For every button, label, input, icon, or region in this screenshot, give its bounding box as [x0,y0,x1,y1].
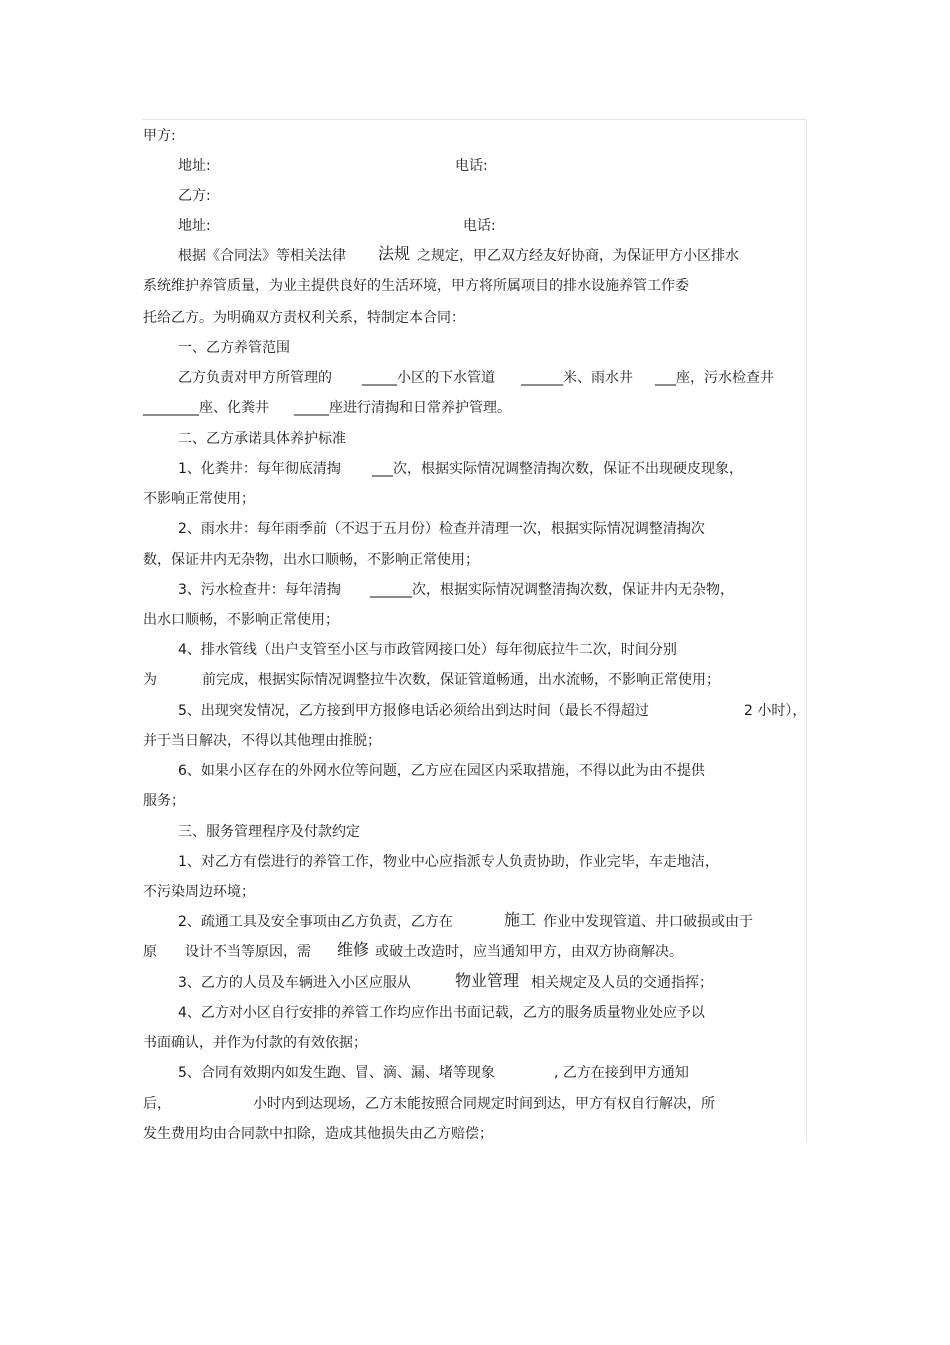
text-segment: ______米、雨水井 [521,370,633,386]
text-segment: 后， [143,1096,171,1112]
text-segment: 前完成，根据实际情况调整拉牛次数，保证管道畅通，出水流畅，不影响正常使用； [202,672,720,688]
text-segment: 1、化粪井：每年彻底清掏 [178,461,341,477]
text-segment: 之规定，甲乙双方经友好协商，为保证甲方小区排水 [417,248,739,264]
text-segment: 不影响正常使用； [143,491,255,507]
text-segment: 地址: [178,218,211,234]
text-segment: 4、乙方对小区自行安排的养管工作均应作出书面记载，乙方的服务质量物业处应予以 [178,1005,705,1021]
text-segment: ________座、化粪井 [143,400,269,416]
text-segment: 二、乙方承诺具体养护标准 [178,431,346,447]
text-segment: 并于当日解决，不得以其他理由推脱； [143,733,381,749]
text-segment: 1、对乙方有偿进行的养管工作，物业中心应指派专人负责协助，作业完毕，车走地洁， [178,854,719,870]
text-segment: ______次，根据实际情况调整清掏次数，保证井内无杂物， [370,582,734,598]
text-segment: 5、出现突发情况，乙方接到甲方报修电话必须给出到达时间（最长不得超过 [178,703,649,719]
text-segment: 服务； [143,793,185,809]
text-segment: ___次，根据实际情况调整清掏次数，保证不出现硬皮现象， [372,461,743,477]
text-segment: 乙方负责对甲方所管理的 [178,370,332,386]
text-segment: 3、污水检查井：每年清掏 [178,582,341,598]
text-segment: 3、乙方的人员及车辆进入小区应服从 [178,975,411,991]
text-segment: ___座，污水检查井 [655,370,774,386]
text-segment: 托给乙方。为明确双方责权利关系，特制定本合同： [143,310,465,326]
text-segment: 乙方: [178,188,211,204]
text-segment: 出水口顺畅，不影响正常使用； [143,612,339,628]
text-segment: 维修 [337,940,370,959]
text-segment: 相关规定及人员的交通指挥； [531,975,713,991]
text-segment: 三、服务管理程序及付款约定 [178,824,360,840]
text-segment: 作业中发现管道、井口破损或由于 [543,914,753,930]
text-segment: 为 [143,672,157,688]
text-segment: 系统维护养管质量，为业主提供良好的生活环境，甲方将所属项目的排水设施养管工作委 [143,278,689,294]
text-segment: 地址: [178,158,211,174]
text-segment: 2 小时）， [744,703,807,719]
text-segment: 根据《合同法》等相关法律 [178,248,346,264]
text-segment: 小时内到达现场，乙方未能按照合同规定时间到达，甲方有权自行解决，所 [253,1096,715,1112]
text-segment: 书面确认，并作为付款的有效依据； [143,1035,367,1051]
text-segment: 2、雨水井：每年雨季前（不迟于五月份）检查并清理一次，根据实际情况调整清掏次 [178,521,705,537]
text-segment: 施工 [504,910,537,929]
text-segment: 6、如果小区存在的外网水位等问题，乙方应在园区内采取措施，不得以此为由不提供 [178,763,705,779]
text-segment: 4、排水管线（出户支管至小区与市政管网接口处）每年彻底拉牛二次，时间分别 [178,642,677,658]
text-segment: 发生费用均由合同款中扣除，造成其他损失由乙方赔偿； [143,1126,493,1142]
text-segment: 2、疏通工具及安全事项由乙方负责，乙方在 [178,914,453,930]
text-segment: 或破土改造时，应当通知甲方，由双方协商解决。 [375,944,683,960]
text-segment: 电话: [455,158,488,174]
text-segment: 数，保证井内无杂物，出水口顺畅，不影响正常使用； [143,552,479,568]
text-segment: 原 [143,944,157,960]
text-segment: _____小区的下水管道 [362,370,495,386]
text-segment: 设计不当等原因，需 [185,944,311,960]
text-segment: 物业管理 [455,971,520,990]
text-segment: 甲方: [143,128,176,144]
text-segment: 不污染周边环境； [143,884,255,900]
text-segment: 一、乙方养管范围 [178,340,290,356]
text-segment: _____座进行清掏和日常养护管理。 [294,400,511,416]
text-segment: , 乙方在接到甲方通知 [554,1065,689,1081]
text-segment: 法规 [378,244,411,263]
text-segment: 电话: [463,218,496,234]
text-segment: 5、合同有效期内如发生跑、冒、滴、漏、堵等现象 [178,1065,495,1081]
